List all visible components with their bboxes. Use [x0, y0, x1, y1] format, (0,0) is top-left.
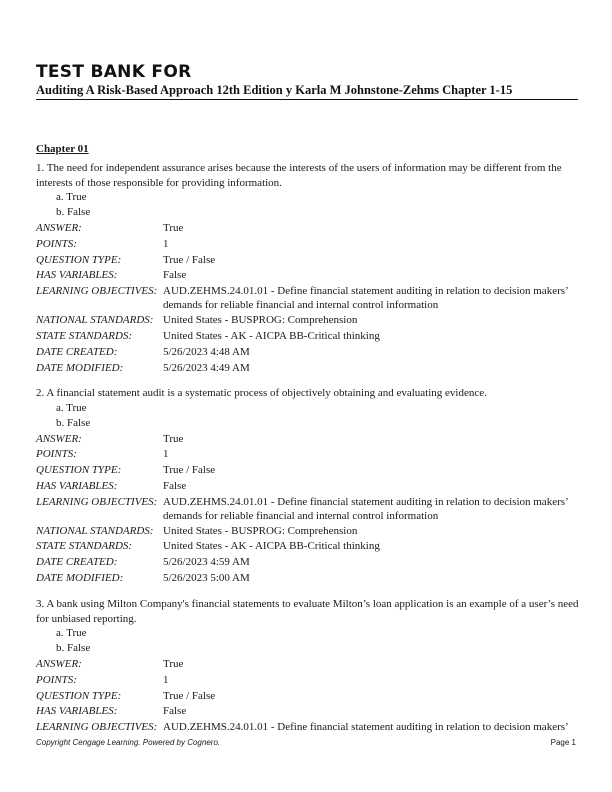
metadata-label: HAS VARIABLES: — [36, 705, 118, 718]
metadata-value: 1 — [163, 673, 169, 686]
metadata-row — [36, 284, 581, 313]
metadata-row — [36, 221, 581, 237]
metadata-row — [36, 313, 581, 329]
question-block — [36, 386, 581, 587]
metadata-value: False — [163, 705, 187, 718]
answer-option: a. True — [56, 401, 87, 414]
metadata-value: False — [163, 479, 187, 492]
document-subtitle: Auditing A Risk-Based Approach 12th Edition y Karla M Johnstone-Zehms Chapter 1-15 — [36, 83, 513, 97]
metadata-label: HAS VARIABLES: — [36, 479, 118, 492]
metadata-value: True / False — [163, 689, 216, 702]
metadata-value: United States - BUSPROG: Comprehension — [163, 314, 358, 327]
metadata-value: True — [163, 432, 184, 445]
answer-option: b. False — [56, 206, 91, 218]
question-stem: 3. A bank using Milton Company's financial statements to evaluate Milton’s loan application is an example of a user’s need for unbiased reporting. — [36, 598, 579, 625]
metadata-value: 1 — [163, 448, 169, 461]
answer-option: a. True — [56, 191, 87, 203]
metadata-row — [36, 463, 581, 479]
answer-option: a. True — [56, 627, 87, 639]
metadata-value: United States - AK - AICPA BB-Critical thinking — [163, 540, 380, 553]
metadata-label: DATE CREATED: — [36, 556, 118, 569]
metadata-row — [36, 345, 581, 361]
metadata-label: LEARNING OBJECTIVES: — [36, 721, 158, 734]
question-stem: 1. The need for independent assurance arises because the interests of the users of information may be different from the interests of those responsible for providing information. — [36, 162, 562, 189]
metadata-value: True — [163, 658, 184, 670]
metadata-label: HAS VARIABLES: — [36, 269, 118, 282]
metadata-label: NATIONAL STANDARDS: — [36, 314, 154, 327]
answer-option: b. False — [56, 642, 91, 654]
answer-options — [56, 626, 581, 656]
metadata-label: DATE CREATED: — [36, 345, 118, 358]
metadata-label: LEARNING OBJECTIVES: — [36, 285, 158, 298]
answer-option: b. False — [56, 416, 91, 429]
footer-copyright: Copyright Cengage Learning. Powered by Cognero. — [36, 738, 221, 747]
metadata-label: DATE MODIFIED: — [36, 572, 124, 585]
document-title: TEST BANK FOR — [36, 62, 192, 82]
metadata-value: United States - BUSPROG: Comprehension — [163, 524, 358, 537]
metadata-row — [36, 571, 581, 587]
metadata-label: ANSWER: — [36, 222, 82, 234]
metadata-row — [36, 361, 581, 377]
metadata-row — [36, 253, 581, 269]
metadata-row — [36, 495, 581, 524]
metadata-row — [36, 329, 581, 345]
metadata-label: STATE STANDARDS: — [36, 329, 133, 342]
metadata-value: 1 — [163, 237, 169, 250]
metadata-label: POINTS: — [36, 237, 77, 250]
metadata-value: 5/26/2023 4:59 AM — [163, 556, 250, 569]
metadata-value: 5/26/2023 4:48 AM — [163, 345, 250, 358]
metadata-label: POINTS: — [36, 673, 77, 686]
question-stem: 2. A financial statement audit is a systematic process of objectively obtaining and evaluating evidence. — [36, 387, 487, 399]
metadata-row — [36, 704, 581, 720]
metadata-value: United States - AK - AICPA BB-Critical thinking — [163, 329, 380, 342]
metadata-label: QUESTION TYPE: — [36, 464, 122, 477]
metadata-label: ANSWER: — [36, 432, 82, 445]
metadata-row — [36, 720, 581, 736]
metadata-value: 5/26/2023 5:00 AM — [163, 572, 250, 585]
chapter-heading: Chapter 01 — [36, 143, 89, 155]
answer-options — [56, 190, 581, 220]
metadata-value: False — [163, 269, 187, 282]
metadata-label: ANSWER: — [36, 658, 82, 670]
header-divider — [36, 99, 578, 100]
metadata-label: LEARNING OBJECTIVES: — [36, 495, 158, 508]
metadata-row — [36, 479, 581, 495]
answer-options — [56, 401, 581, 431]
metadata-value: AUD.ZEHMS.24.01.01 - Define financial statement auditing in relation to decision makers’ demands for reliable financial and internal control information — [163, 285, 568, 312]
metadata-row — [36, 268, 581, 284]
metadata-value: 5/26/2023 4:49 AM — [163, 361, 250, 374]
metadata-value: True / False — [163, 253, 216, 266]
question-block — [36, 161, 581, 376]
metadata-row — [36, 539, 581, 555]
metadata-value: True — [163, 222, 184, 234]
metadata-label: STATE STANDARDS: — [36, 540, 133, 553]
metadata-label: POINTS: — [36, 448, 77, 461]
metadata-row — [36, 555, 581, 571]
question-block — [36, 597, 581, 736]
metadata-row — [36, 432, 581, 448]
metadata-value: AUD.ZEHMS.24.01.01 - Define financial statement auditing in relation to decision makers’ demands for reliable financial and internal control information — [163, 495, 568, 522]
metadata-label: QUESTION TYPE: — [36, 689, 122, 702]
metadata-label: NATIONAL STANDARDS: — [36, 524, 154, 537]
metadata-label: QUESTION TYPE: — [36, 253, 122, 266]
metadata-row — [36, 524, 581, 540]
metadata-value: AUD.ZEHMS.24.01.01 - Define financial statement auditing in relation to decision makers’ — [163, 721, 569, 734]
metadata-row — [36, 689, 581, 705]
metadata-value: True / False — [163, 464, 216, 477]
metadata-label: DATE MODIFIED: — [36, 361, 124, 374]
metadata-row — [36, 673, 581, 689]
metadata-row — [36, 237, 581, 253]
metadata-row — [36, 657, 581, 673]
footer-page-number: Page 1 — [550, 738, 576, 747]
metadata-row — [36, 447, 581, 463]
